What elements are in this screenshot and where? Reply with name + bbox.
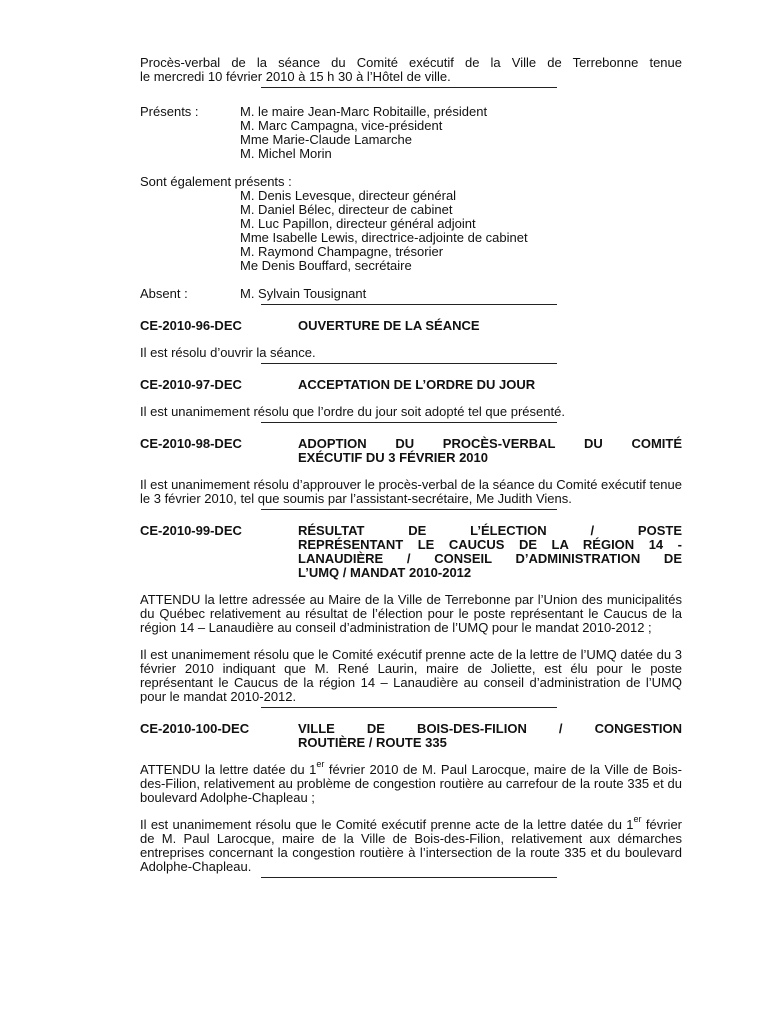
resolution-title-line: VILLE DE BOIS-DES-FILION / CONGESTION <box>298 721 682 736</box>
separator-rule <box>261 707 557 708</box>
resolution-heading <box>140 378 682 392</box>
resolution-text: Il est unanimement résolu d’approuver le procès-verbal de la séance du Comité exécutif tenue le 3 février 2010, tel que soumis par l’assistant-secrétaire, Me Judith Viens. <box>140 477 682 506</box>
presents-block <box>140 105 682 161</box>
header-line-1: Procès-verbal de la séance du Comité exécutif de la Ville de Terrebonne tenue <box>140 55 682 70</box>
absent-name: M. Sylvain Tousignant <box>240 286 367 301</box>
resolution-heading <box>140 722 682 750</box>
absent-block <box>140 287 682 301</box>
resolution-title-line: RÉSULTAT DE L’ÉLECTION / POSTE <box>298 523 682 538</box>
also-present-label: Sont également présents : <box>140 174 292 189</box>
resolution-number: CE-2010-96-DEC <box>140 318 242 333</box>
resolution-number: CE-2010-97-DEC <box>140 377 242 392</box>
also-present-name: M. Luc Papillon, directeur général adjoint <box>240 216 476 231</box>
absent-label: Absent : <box>140 286 188 301</box>
resolution-text: ATTENDU la lettre adressée au Maire de la Ville de Terrebonne par l’Union des municipalités du Québec relativement au résultat de l’élection pour le poste représentant le Caucus de la région 14 – Lanaudière au conseil d’administration de l’UMQ pour le mandat 2010-2012 ; <box>140 592 682 635</box>
resolution-title-line: ROUTIÈRE / ROUTE 335 <box>298 735 447 750</box>
resolution-title-line: ADOPTION DU PROCÈS-VERBAL DU COMITÉ <box>298 436 682 451</box>
separator-rule <box>261 509 557 510</box>
separator-rule <box>261 877 557 878</box>
resolution-title-line: EXÉCUTIF DU 3 FÉVRIER 2010 <box>298 450 488 465</box>
resolution-title <box>298 524 682 580</box>
text-part: février de M. Paul Larocque, maire de la Ville de Bois-des-Filion, relativement aux démarches entreprises concernant la congestion routière à l’intersection de la route 335 et du boulevard Adolphe-Chapleau. <box>140 817 682 874</box>
presents-list <box>240 105 487 161</box>
resolution-text: Il est unanimement résolu que l’ordre du jour soit adopté tel que présenté. <box>140 404 565 419</box>
resolution-text: Il est unanimement résolu que le Comité exécutif prenne acte de la lettre de l’UMQ datée du 3 février 2010 indiquant que M. René Laurin, maire de Joliette, est élu pour le poste représentant le Caucus de la région 14 – Lanaudière au conseil d’administration de l’UMQ pour le mandat 2010-2012. <box>140 647 682 704</box>
text-part: Il est unanimement résolu que le Comité exécutif prenne acte de la lettre datée du 1 <box>140 817 634 832</box>
superscript: er <box>316 759 325 769</box>
resolution-text: Il est résolu d’ouvrir la séance. <box>140 345 316 360</box>
present-name: M. le maire Jean-Marc Robitaille, président <box>240 104 488 119</box>
resolution-title <box>298 722 682 750</box>
also-present-name: M. Denis Levesque, directeur général <box>240 188 457 203</box>
also-present-name: Me Denis Bouffard, secrétaire <box>240 258 412 273</box>
resolution-title-line: LANAUDIÈRE / CONSEIL D’ADMINISTRATION DE <box>298 551 682 566</box>
present-name: M. Michel Morin <box>240 146 332 161</box>
also-present-list <box>140 189 682 273</box>
resolution-heading <box>140 437 682 465</box>
resolution-number: CE-2010-100-DEC <box>140 721 250 736</box>
resolution-title <box>298 437 682 465</box>
resolution-title-line: REPRÉSENTANT LE CAUCUS DE LA RÉGION 14 - <box>298 537 682 552</box>
header-line-2: le mercredi 10 février 2010 à 15 h 30 à l’Hôtel de ville. <box>140 69 451 84</box>
resolution-title: ACCEPTATION DE L’ORDRE DU JOUR <box>298 377 536 392</box>
resolution-heading <box>140 524 682 580</box>
minutes-page <box>140 56 682 878</box>
also-present-name: M. Raymond Champagne, trésorier <box>240 244 444 259</box>
present-name: Mme Marie-Claude Lamarche <box>240 132 412 147</box>
text-part: ATTENDU la lettre datée du 1 <box>140 762 317 777</box>
separator-rule <box>261 304 557 305</box>
resolution-title: OUVERTURE DE LA SÉANCE <box>298 318 480 333</box>
resolution-number: CE-2010-98-DEC <box>140 436 242 451</box>
resolution-number: CE-2010-99-DEC <box>140 523 242 538</box>
separator-rule <box>261 363 557 364</box>
also-present-name: Mme Isabelle Lewis, directrice-adjointe de cabinet <box>240 230 528 245</box>
document-header <box>140 56 682 84</box>
separator-rule <box>261 422 557 423</box>
presents-label: Présents : <box>140 104 199 119</box>
separator-rule <box>261 87 557 88</box>
resolution-title-line: L’UMQ / MANDAT 2010-2012 <box>298 565 472 580</box>
superscript: er <box>633 814 642 824</box>
resolution-text <box>140 814 682 874</box>
also-present-name: M. Daniel Bélec, directeur de cabinet <box>240 202 453 217</box>
also-present-block <box>140 175 682 273</box>
text-part: février 2010 de M. Paul Larocque, maire de la Ville de Bois-des-Filion, relativement au problème de congestion routière au carrefour de la route 335 et du boulevard Adolphe-Chapleau ; <box>140 762 682 805</box>
present-name: M. Marc Campagna, vice-président <box>240 118 443 133</box>
resolution-text <box>140 759 682 805</box>
resolution-heading <box>140 319 682 333</box>
